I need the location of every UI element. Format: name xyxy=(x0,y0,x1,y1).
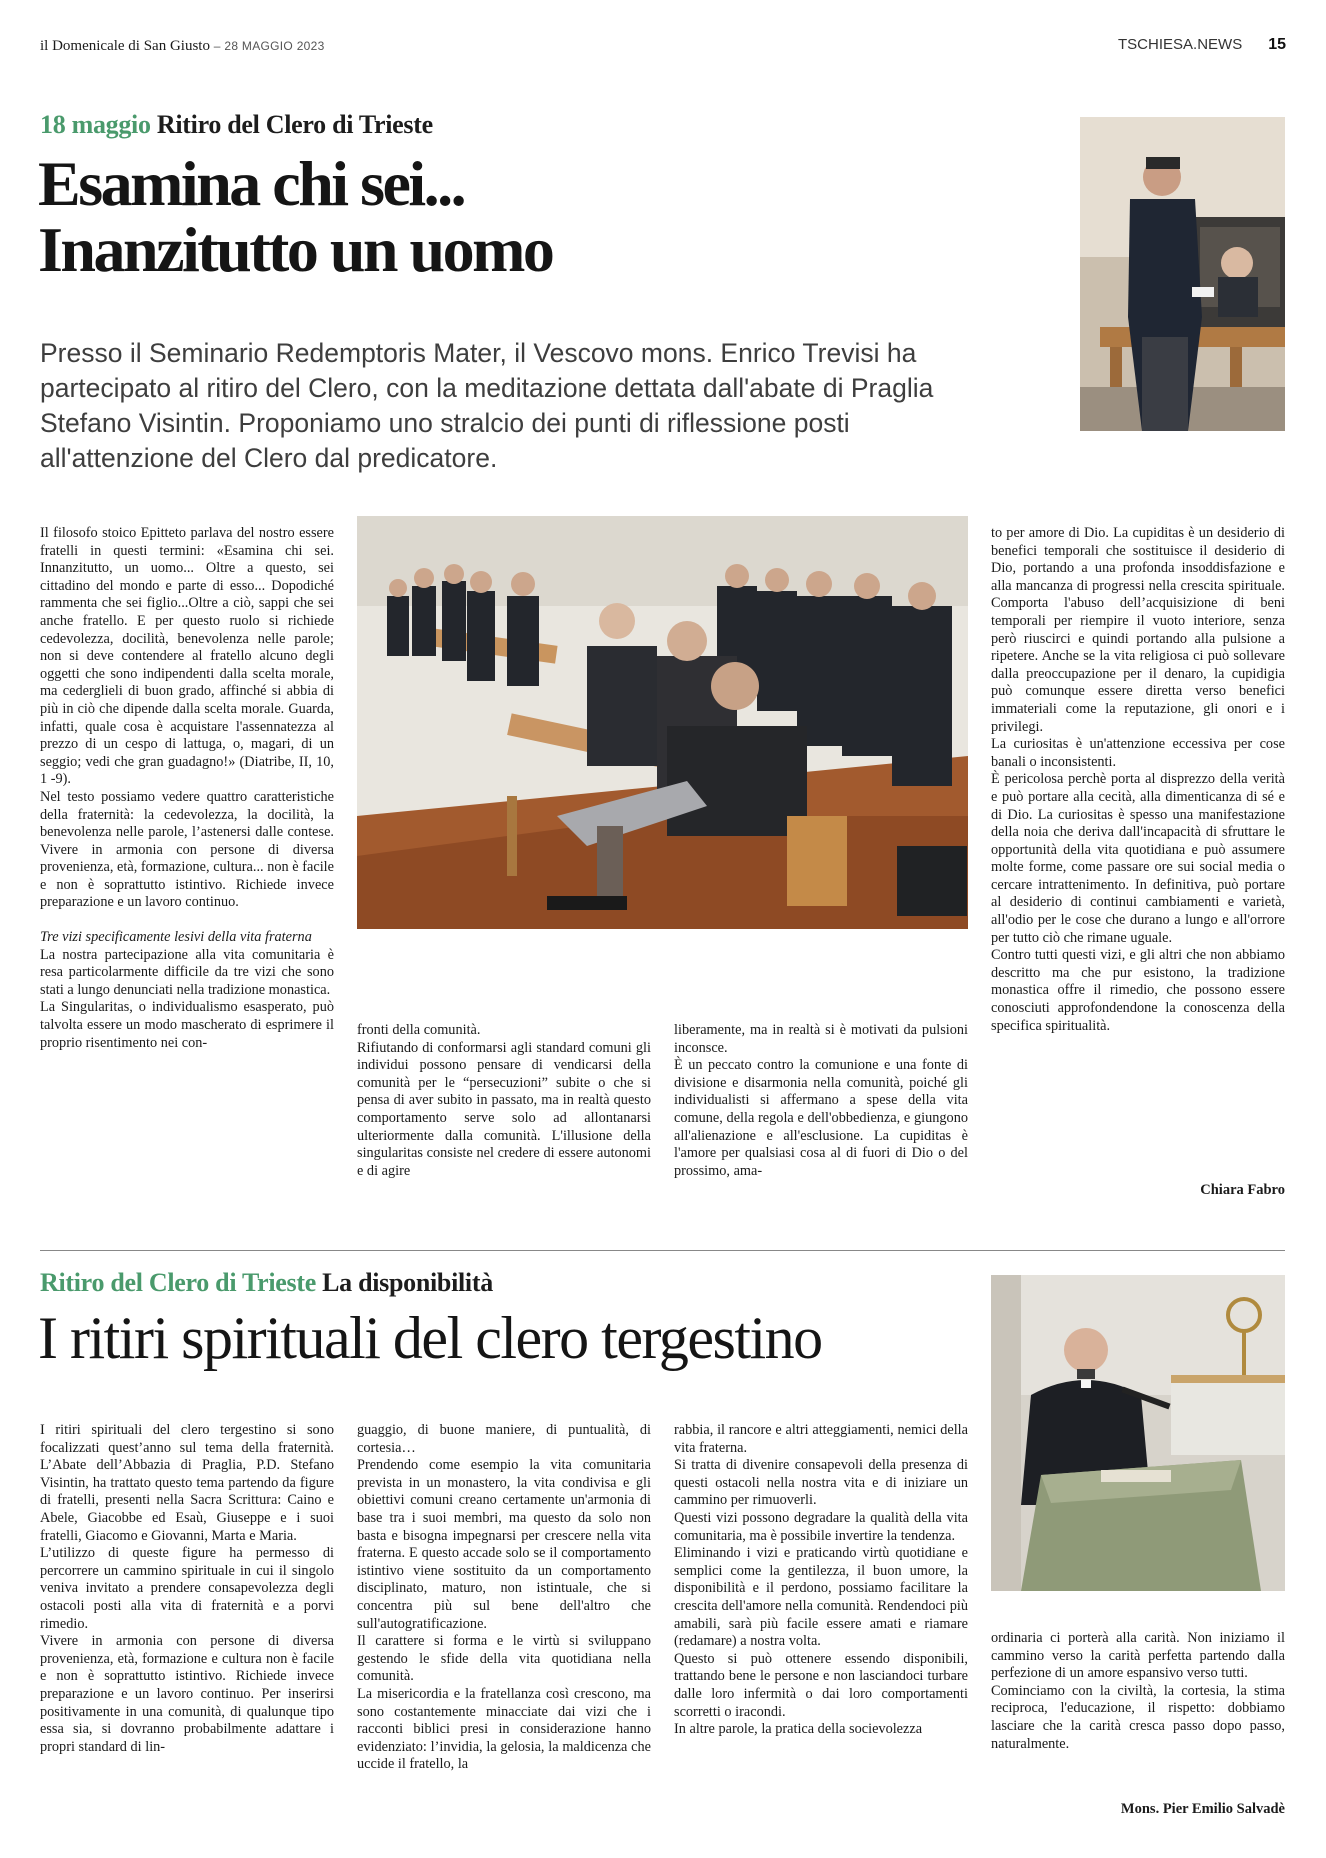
article1-col4-p3: È pericolosa perchè porta al disprezzo della verità e può portare alla cecità, alla dimenticanza di sé e di Dio. La curiositas è spesso una manifestazione della noia che deriva dall'incapacità di sfruttare le opportunità della vita quotidiana e può assumere molte forme, come passare ore sui social media o cercare intrattenimento. In definitiva, può portare al desiderio di continui cambiamenti e varietà, all'odio per le cose che durano a lungo e all'orrore per tutto ciò che rimane uguale. xyxy=(991,771,1285,946)
article2-signature: Mons. Pier Emilio Salvadè xyxy=(1120,1801,1285,1817)
article1-col1-p1: Il filosofo stoico Epitteto parlava del nostro essere fratelli in questi termini: «Esamina chi sei. Innanzitutto, un uomo... Oltre a questo, sei cittadino del mondo e parte di esso... Dopodiché rammenta che sei figlio...Oltre a ciò, sappi che sei anche fratello. E per questo ruolo si richiede cedevolezza, docilità, benevolenza nelle parole; non si deve contendere al fratello alcuno degli oggetti che sono indipendenti dalla scelta morale, ma cederglieli di buon grado, affinché si abbia di più in ciò che dipende dalla scelta morale. Guarda, infatti, quale cosa è acquistare l'assennatezza al prezzo di un cespo di lattuga, o, magari, di un seggio; vedi che gran guadagno!» (Diatribe, II, 10, 1 -9). xyxy=(40,525,334,788)
article2-column-4 xyxy=(991,1630,1285,1753)
article1-col3-p1: liberamente, ma in realtà si è motivati da pulsioni inconsce. xyxy=(674,1022,968,1056)
article1-col4-p2: La curiositas è un'attenzione eccessiva per cose banali o inconsistenti. xyxy=(991,736,1285,770)
article2-col2-p3: Il carattere si forma e le virtù si sviluppano gestendo le sfide della vita quotidiana nella comunità. xyxy=(357,1633,651,1685)
article1-column-4 xyxy=(991,525,1285,1035)
article1-col1-p4: La Singularitas, o individualismo esasperato, può talvolta essere un modo mascherato di esprimere il proprio risentimento nei con- xyxy=(40,999,334,1051)
article1-col1-p2: Nel testo possiamo vedere quattro caratteristiche della fraternità: la cedevolezza, la docilità, la benevolenza nelle parole, l’astenersi dalle contese. Vivere in armonia con persone di diversa provenienza, età, formazione, cultura... non è facile e non è soprattutto istintivo. Richiede invece preparazione e un lavoro continuo. xyxy=(40,788,334,911)
article1-column-2 xyxy=(357,1022,651,1180)
article1-signature: Chiara Fabro xyxy=(1200,1182,1285,1198)
article2-col2-p1: guaggio, di buone maniere, di puntualità, di cortesia… xyxy=(357,1422,651,1456)
article1-title-line2: Inanzitutto un uomo xyxy=(38,214,553,285)
article2-col3-p1: rabbia, il rancore e altri atteggiamenti, nemici della vita fraterna. xyxy=(674,1422,968,1456)
article2-col3-p2: Si tratta di divenire consapevoli della presenza di questi ostacoli nella nostra vita e di iniziare un cammino per rimuoverli. xyxy=(674,1457,968,1509)
article2-col3-p5: Questo si può ottenere essendo disponibili, trattando bene le persone e non lasciandoci turbare dalle loro infermità o dai loro comportamenti scorretti o iracondi. xyxy=(674,1650,968,1720)
article1-kicker-date: 18 maggio xyxy=(40,110,151,139)
page-header-right xyxy=(1118,36,1286,54)
article2-kicker xyxy=(40,1268,493,1298)
photo-speaker-standing xyxy=(1080,117,1285,431)
article1-col1-p3: La nostra partecipazione alla vita comunitaria è resa particolarmente difficile da tre vizi che sono stati a lungo denunciati nella tradizione monastica. xyxy=(40,946,334,998)
article2-col3-p3: Questi vizi possono degradare la qualità della vita comunitaria, ma è possibile invertire la tendenza. xyxy=(674,1509,968,1544)
article2-col3-p6: In altre parole, la pratica della socievolezza xyxy=(674,1721,923,1738)
article1-title xyxy=(38,148,553,285)
article2-column-1 xyxy=(40,1422,334,1756)
article2-col1-p2: L’utilizzo di queste figure ha permesso di percorrere un cammino spirituale in cui il singolo veniva invitato a prendere consapevolezza degli ostacoli posti alla vita di fraternità e a porvi rimedio. xyxy=(40,1545,334,1632)
article1-col4-p4: Contro tutti questi vizi, e gli altri che non abbiamo descritto ma che pur esistono, la tradizione monastica offre il rimedio, che possono essere conosciuti approfondendone la conoscenza della specifica spiritualità. xyxy=(991,947,1285,1034)
site-name: TSCHIESA.NEWS xyxy=(1118,36,1243,53)
page-number: 15 xyxy=(1268,36,1286,53)
article2-col4-p2: Cominciamo con la civiltà, la cortesia, la stima reciproca, l'educazione, il rispetto: dobbiamo lasciare che la carità cresca passo dopo passo, naturalmente. xyxy=(991,1682,1285,1752)
article1-col2-p1: fronti della comunità. xyxy=(357,1022,481,1038)
article2-col1-p3: Vivere in armonia con persone di diversa provenienza, età, formazione e cultura non è facile e non è soprattutto istintivo. Richiede invece preparazione e un lavoro continuo. Per inserirsi positivamente in una comunità, di qualunque tipo essa sia, si dovranno probabilmente adattare i propri standard di lin- xyxy=(40,1633,334,1755)
article2-col1-p1: I ritiri spirituali del clero tergestino si sono focalizzati quest’anno sul tema della fraternità. L’Abate dell’Abbazia di Praglia, P.D. Stefano Visintin, ha trattato questo tema partendo da figure di fratelli, presenti nella Sacra Scrittura: Caino e Abele, Giacobbe ed Esaù, Giuseppe e i suoi fratelli, Giacomo e Giovanni, Marta e Maria. xyxy=(40,1422,334,1544)
issue-date: – 28 MAGGIO 2023 xyxy=(213,39,325,53)
article2-col3-p4: Eliminando i vizi e praticando virtù quotidiane e semplici come la gentilezza, il buon umore, la disponibilità e il perdono, possiamo facilitare la crescita dell'amore nella comunità. Rendendoci più amabili, sarà più facile essere amati e riamare (redamare) a nostra volta. xyxy=(674,1545,968,1650)
article2-column-3 xyxy=(674,1422,968,1739)
article1-column-1 xyxy=(40,525,334,1052)
page-header-left xyxy=(40,38,325,55)
article2-column-2 xyxy=(357,1422,651,1774)
article1-lead: Presso il Seminario Redemptoris Mater, il Vescovo mons. Enrico Trevisi ha partecipato al ritiro del Clero, con la meditazione dettata dall'abate di Praglia Stefano Visintin. Proponiamo uno stralcio dei punti di riflessione posti all'attenzione del Clero dal predicatore. xyxy=(40,338,934,473)
article2-kicker-subject: La disponibilità xyxy=(322,1268,493,1297)
article2-col2-p2: Prendendo come esempio la vita comunitaria prevista in un monastero, la vita condivisa e gli obiettivi comuni creano certamente un'armonia di base tra i suoi membri, ma questo da solo non basta e bisogna impegnarsi per crescere nella vita fraterna. E questo accade solo se il comportamento istintivo viene sostituito da un comportamento disciplinato, maturo, non istintuale, che si concentra più sul bene dell'altro che sull'autogratificazione. xyxy=(357,1457,651,1632)
article1-subheading: Tre vizi specificamente lesivi della vita fraterna xyxy=(40,929,312,946)
article1-title-line1: Esamina chi sei... xyxy=(38,148,465,219)
article1-col3-p2: È un peccato contro la comunione e una fonte di divisione e disarmonia nella comunità, poiché gli individualisti si affermano a spese della vita comune, della regola e dell'obbedienza, e giungono all'alienazione e all'esclusione. La cupiditas è l'amore per qualsiasi cosa al di fuori di Dio o del prossimo, ama- xyxy=(674,1057,968,1179)
article1-col2-p2: Rifiutando di conformarsi agli standard comuni gli individui possono pensare di vendicarsi della comunità per le “persecuzioni” subite o che si pensa di aver subito in passato, ma in realtà questo comportamento serve solo ad allontanarsi ulteriormente dalla comunità. L'illusione della singularitas consiste nel credere di essere autonomi e di agire xyxy=(357,1039,651,1179)
photo-clergy-audience xyxy=(357,516,968,929)
article1-col4-p1: to per amore di Dio. La cupiditas è un desiderio di benefici temporali che sostituisce il desiderio di Dio, portando a una profonda insoddisfazione e alla mancanza di progressi nella crescita spirituale. Comporta l'abuso dell’acquisizione di beni temporali per riempire il vuoto interiore, senza però riuscirci e quindi portando alla pulsione a ripetere. Anche se la vita religiosa ci può sollevare dalla preoccupazione per il denaro, la cupidigia può comunque essere diretta verso benefici immateriali come la reputazione, gli onori e i privilegi. xyxy=(991,525,1285,735)
newspaper-name: il Domenicale di San Giusto xyxy=(40,38,210,54)
article2-title: I ritiri spirituali del clero tergestino xyxy=(38,1305,822,1371)
article1-column-3 xyxy=(674,1022,968,1180)
photo-priest-lectern xyxy=(991,1275,1285,1591)
article1-kicker-topic: Ritiro del Clero di Trieste xyxy=(156,110,433,139)
article2-col2-p4: La misericordia e la fratellanza così crescono, ma sono costantemente minacciate dai vizi che i racconti biblici presi in considerazione hanno evidenziato: l’invidia, la gelosia, la maldicenza che uccide il fratello, la xyxy=(357,1685,651,1773)
article2-kicker-topic: Ritiro del Clero di Trieste xyxy=(40,1268,316,1297)
article-divider xyxy=(40,1250,1285,1251)
article2-col4-p1: ordinaria ci porterà alla carità. Non iniziamo il cammino verso la carità perfetta partendo dalla perfezione di un amore espansivo verso tutti. xyxy=(991,1630,1285,1682)
article1-kicker xyxy=(40,110,433,140)
